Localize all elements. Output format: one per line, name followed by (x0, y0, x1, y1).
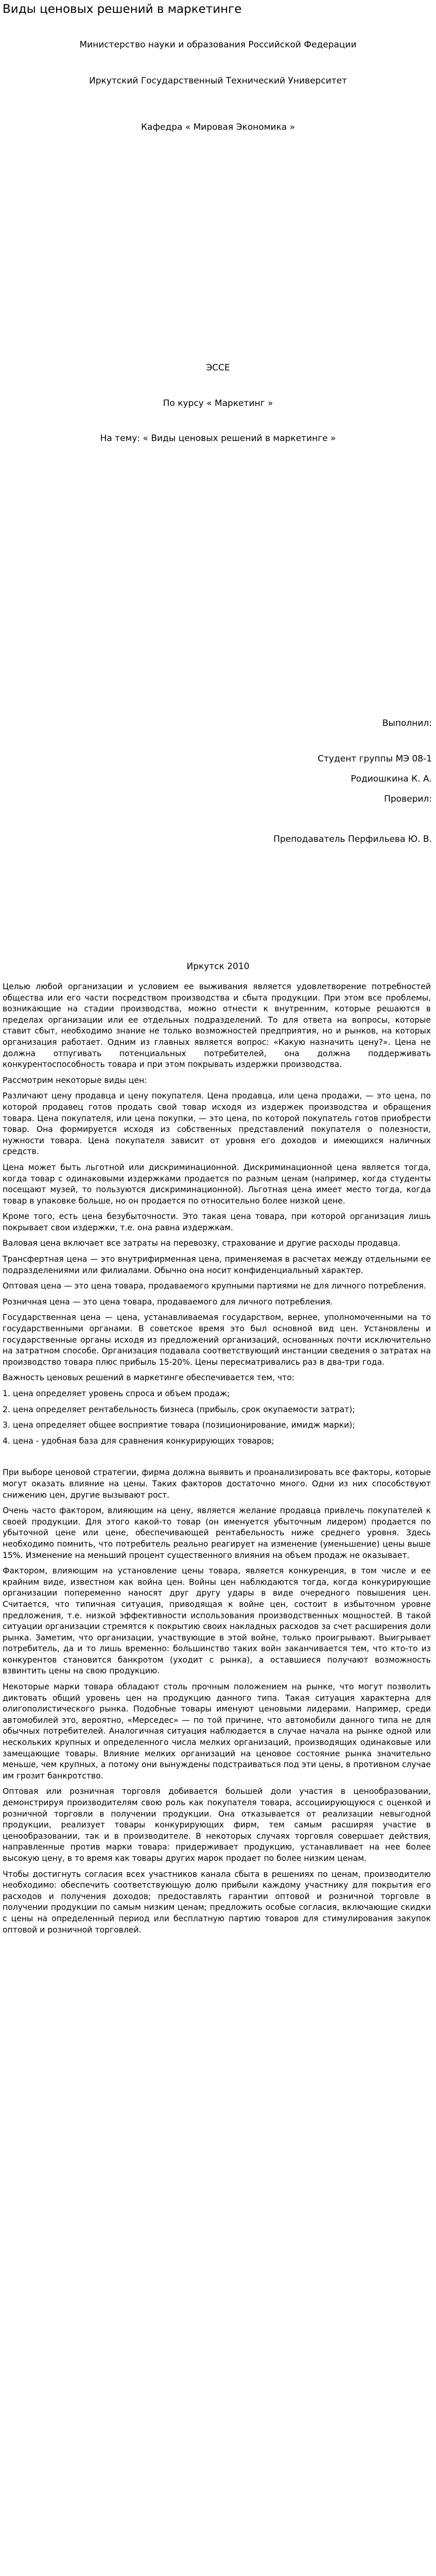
checked-by-label: Проверил: (384, 794, 432, 804)
department-line: Кафедра « Мировая Экономика » (141, 122, 295, 132)
essay-label: ЭССЕ (206, 363, 230, 373)
paragraph: Различают цену продавца и цену покупателя. Цена продавца, или цена продажи, — это цена, по которой продавец готов продать свой товар исходя из издержек производства и обращения товара. Цена покупателя, или цена покупки, — это цена, по которой покупатель готов приобрести товар. Она формируется исходя из собственных представлений покупателя о полезности, нужности товара. Цена покупателя зависит от уровня его доходов и имеющихся наличных средств. (3, 1091, 431, 1157)
paragraph: Фактором, влияющим на установление цены товара, является конкуренция, в том числе и ее крайним виде, известном как война цен. Войны цен наблюдаются тогда, когда конкурирующие организации попеременно наносят друг другу удары в виде очередного повышения цен. Считается, что типичная ситуация, приводящая к войне цен, состоит в избыточном уровне предложения, т.е. низкой эффективности использования производственных мощностей. В такой ситуации организации стремятся к покрытию своих накладных расходов за счет расширения доли рынка. Заметим, что организации, участвующие в этой войне, только проигрывают. Выигрывает потребитель, да и то лишь временно: большинство таких войн заканчивается тем, что кто-то из конкурентов становится банкротом (уходит с рынка), а оставшиеся получают возможность взвинтить цены на свою продукцию. (3, 1566, 431, 1676)
paragraph: Государственная цена — цена, устанавливаемая государством, вернее, уполномоченными на то государственными органами. В советское время это был основной вид цен. Установлены и государственные органы исходя из предложений организаций, основанных почти исключительно на затратном способе. Организация подавала соответствующий инстанции сведения о затратах на производство товара плюс прибыль 15-20%. Цены пересматривались раз в два-три года. (3, 1313, 431, 1367)
teacher-name: Преподаватель Перфильева Ю. В. (273, 834, 432, 844)
university-line: Иркутский Государственный Технический Университет (89, 76, 347, 86)
paragraph: Чтобы достигнуть согласия всех участников канала сбыта в решениях по ценам, производителю необходимо: обеспечить соответствующую долю прибыли каждому участнику для покрытия его расходов и получения доходов; предоставлять гарантии оптовой и розничной торговле в получении продукции по самым низким ценам; предложить особые согласия, включающие скидки с цены на определенный период или бесплатную партию товаров для стимулирования закупок оптовой и розничной торговлей. (3, 1869, 431, 1935)
course-line: По курсу « Маркетинг » (163, 398, 273, 409)
paragraph: Валовая цена включает все затраты на перевозку, страхование и другие расходы продавца. (3, 1239, 401, 1248)
student-group: Студент группы МЭ 08-1 (318, 754, 432, 764)
list-item: 4. цена - удобная база для сравнения конкурирующих товаров; (3, 1436, 274, 1446)
paragraph: Кроме того, есть цена безубыточности. Это такая цена товара, при которой организация лишь покрывает свои издержки, т.е. она равна издержкам. (3, 1212, 431, 1232)
paragraph: Рассмотрим некоторые виды цен: (3, 1075, 147, 1085)
paragraph: При выборе ценовой стратегии, фирма должна выявить и проанализировать все факторы, которые могут оказать влияние на цены. Таких факторов достаточно много. Одни из них способствуют снижению цен, другие вызывают рост. (3, 1468, 431, 1500)
topic-line: На тему: « Виды ценовых решений в маркетинге » (100, 433, 336, 444)
paragraph: Очень часто фактором, влияющим на цену, является желание продавца привлечь покупателей к своей продукции. Для этого какой-то товар (он именуется убыточным лидером) продается по убыточной цене или цене, обеспечивающей рентабельность ниже среднего уровня. Здесь необходимо помнить, что потребитель реально реагирует на изменение (уменьшение) цены выше 15%. Изменение на меньший процент существенного влияния на объем продаж не оказывает. (3, 1506, 431, 1560)
paragraph: Оптовая цена — это цена товара, продаваемого крупными партиями не для личного потребления. (3, 1281, 426, 1291)
paragraph: Оптовая или розничная торговля добивается большей доли участия в ценообразовании, демонстрируя производителям свою роль как покупателя товара, ассоциирующуюся с оценкой и розничной торговли в получении продукции. Она отказывается от реализации невыгодной продукции, реализует товары конкурирующих фирм, тем самым расширяя участие в ценообразовании, так и в производителе. В некоторых случаях торговля совершает действия, направленные против марки товара: придерживает продукцию, устанавливает на нее более высокую цену, в то время как товары других марок продает по более низким ценам. (3, 1787, 431, 1863)
paragraph: Розничная цена — это цена товара, продаваемого для личного потребления. (3, 1297, 333, 1307)
student-name: Родиошкина К. А. (351, 774, 432, 784)
list-item: 3. цена определяет общее восприятие товара (позиционирование, имидж марки); (3, 1420, 355, 1430)
list-item: 2. цена определяет рентабельность бизнеса (прибыль, срок окупаемости затрат); (3, 1404, 355, 1414)
paragraph: Трансфертная цена — это внутрифирменная цена, применяемая в расчетах между отдельными ее подразделениями или филиалами. Обычно она носит конфиденциальный характер. (3, 1255, 431, 1275)
place-year: Иркутск 2010 (186, 961, 250, 972)
paragraph: Целью любой организации и условием ее выживания является удовлетворение потребностей общества или его части посредством производства и сбыта продукции. При этом все проблемы, возникающие на стадии производства, можно отнести к внутренним, которые решаются в пределах организации или ее отдельных подразделений. То для ответа на вопросы, которые ставит сбыт, необходимо знание не только возможностей предприятия, но и рынков, на которых организация работает. Одним из главных является вопрос: «Какую назначить цену?». Цена не должна отпугивать потенциальных потребителей, она должна поддерживать конкурентоспособность товара и при этом покрывать издержки производства. (3, 982, 431, 1070)
document-title: Виды ценовых решений в маркетинге (3, 3, 242, 16)
paragraph: Важность ценовых решений в маркетинге обеспечивается тем, что: (3, 1373, 295, 1383)
list-item: 1. цена определяет уровень спроса и объем продаж; (3, 1389, 230, 1398)
paragraph: Некоторые марки товара обладают столь прочным положением на рынке, что могут позволить диктовать общий уровень цен на продукцию данного типа. Такая ситуация характерна для олигополистического рынка. Подобные товары именуют ценовыми лидерами. Например, среди автомобилей это, вероятно, «Мерседес» — по той причине, что автомобили данного типа не для обычных потребителей. Аналогичная ситуация наблюдается в случае начала на рынке одной или нескольких крупных и определенного числа мелких организаций, производящих одинаковые или замещающие товары. Влияние мелких организаций на ценовое состояние рынка значительно меньше, чем крупных, а потому они вынуждены подстраиваться под эти цены, в противном случае им грозит банкротство. (3, 1682, 431, 1781)
ministry-line: Министерство науки и образования Российской Федерации (79, 40, 357, 50)
essay-body (3, 981, 431, 1940)
done-by-label: Выполнил: (382, 718, 432, 728)
paragraph: Цена может быть льготной или дискриминационной. Дискриминационной цена является тогда, когда товар с одинаковыми издержками продается по разным ценам (например, когда студенты посещают музей, то пользуются дискриминационной). Льготная цена имеет место тогда, когда товар в упаковке больше, но он продается по относительно более низкой цене. (3, 1162, 431, 1206)
